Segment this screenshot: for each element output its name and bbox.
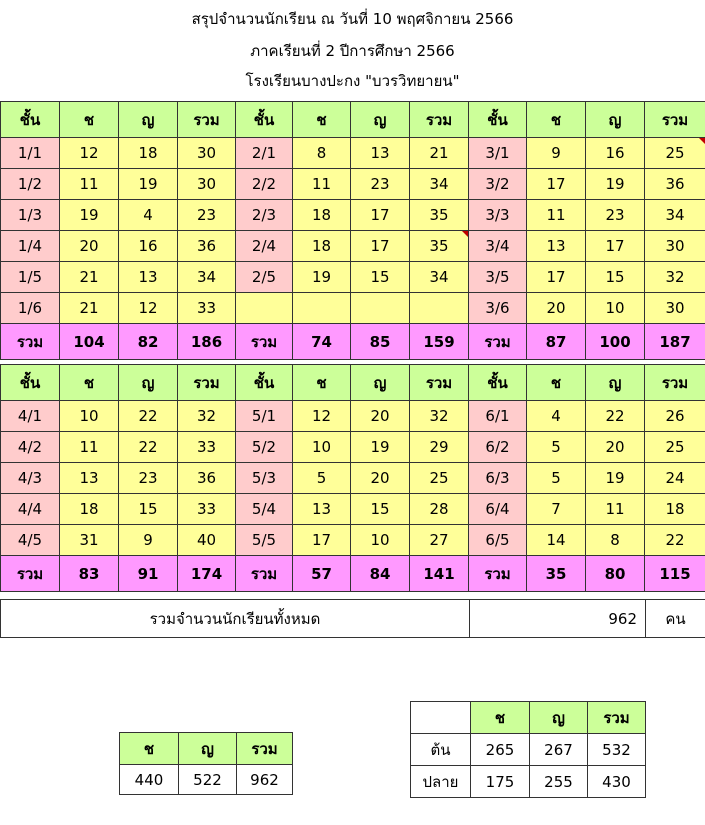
count-cell: 20	[351, 463, 410, 494]
count-cell: 18	[645, 494, 705, 525]
column-header: ญ	[119, 102, 178, 138]
table-row	[1, 138, 705, 169]
count-cell	[410, 293, 469, 324]
count-cell: 17	[351, 200, 410, 231]
count-cell: 5	[527, 432, 586, 463]
column-header: ญ	[351, 102, 410, 138]
column-header: ชั้น	[469, 102, 527, 138]
enrollment-table-grades-1-3	[0, 101, 705, 360]
count-cell: 32	[178, 401, 236, 432]
table-row	[1, 463, 705, 494]
total-cell: รวม	[1, 556, 60, 592]
total-cell: 85	[351, 324, 410, 360]
class-cell: 2/3	[236, 200, 293, 231]
count-cell: 7	[527, 494, 586, 525]
count-cell: 22	[586, 401, 645, 432]
table-row	[1, 494, 705, 525]
total-cell: 74	[293, 324, 351, 360]
summary-header-total: รวม	[237, 733, 293, 765]
column-header: ช	[527, 365, 586, 401]
count-cell: 31	[60, 525, 119, 556]
class-cell: 1/1	[1, 138, 60, 169]
count-cell: 19	[119, 169, 178, 200]
column-header: ช	[293, 365, 351, 401]
level-lower-female: 267	[530, 734, 588, 766]
class-cell: 1/3	[1, 200, 60, 231]
enrollment-table-grades-4-6	[0, 364, 705, 592]
count-cell: 9	[119, 525, 178, 556]
class-cell: 3/3	[469, 200, 527, 231]
count-cell: 10	[60, 401, 119, 432]
class-cell: 2/1	[236, 138, 293, 169]
class-cell	[236, 293, 293, 324]
class-cell: 5/4	[236, 494, 293, 525]
column-header: ญ	[351, 365, 410, 401]
count-cell: 25	[645, 432, 705, 463]
count-cell: 10	[293, 432, 351, 463]
class-cell: 6/4	[469, 494, 527, 525]
table-row	[1, 432, 705, 463]
count-cell: 21	[410, 138, 469, 169]
count-cell: 18	[293, 200, 351, 231]
grand-total-value: 962	[470, 600, 646, 638]
class-cell: 1/4	[1, 231, 60, 262]
count-cell: 30	[645, 293, 705, 324]
column-header: ชั้น	[469, 365, 527, 401]
class-cell: 6/3	[469, 463, 527, 494]
count-cell: 22	[119, 432, 178, 463]
count-cell: 4	[119, 200, 178, 231]
class-cell: 3/2	[469, 169, 527, 200]
class-cell: 3/1	[469, 138, 527, 169]
count-cell: 17	[351, 231, 410, 262]
total-cell: รวม	[236, 324, 293, 360]
count-cell: 35	[410, 200, 469, 231]
grand-total-unit: คน	[646, 600, 705, 638]
class-cell: 2/4	[236, 231, 293, 262]
count-cell: 11	[60, 432, 119, 463]
class-cell: 6/1	[469, 401, 527, 432]
class-cell: 3/6	[469, 293, 527, 324]
level-summary-corner	[411, 702, 471, 734]
header-row	[1, 365, 705, 401]
total-cell: 84	[351, 556, 410, 592]
count-cell: 19	[586, 463, 645, 494]
report-school: โรงเรียนบางปะกง "บวรวิทยายน"	[245, 72, 460, 90]
count-cell: 23	[586, 200, 645, 231]
count-cell: 19	[586, 169, 645, 200]
count-cell: 28	[410, 494, 469, 525]
table-row	[1, 525, 705, 556]
count-cell: 22	[645, 525, 705, 556]
count-cell: 21	[60, 262, 119, 293]
count-cell: 11	[60, 169, 119, 200]
total-cell: 141	[410, 556, 469, 592]
grand-total-table	[0, 599, 705, 638]
count-cell: 35	[410, 231, 469, 262]
count-cell: 20	[60, 231, 119, 262]
column-header: รวม	[645, 102, 705, 138]
column-header: ช	[60, 102, 119, 138]
count-cell: 11	[586, 494, 645, 525]
count-cell: 18	[119, 138, 178, 169]
count-cell: 11	[293, 169, 351, 200]
count-cell: 13	[351, 138, 410, 169]
count-cell: 17	[586, 231, 645, 262]
count-cell: 17	[527, 262, 586, 293]
count-cell: 27	[410, 525, 469, 556]
total-cell: รวม	[1, 324, 60, 360]
count-cell: 12	[293, 401, 351, 432]
count-cell: 14	[527, 525, 586, 556]
class-cell: 2/2	[236, 169, 293, 200]
total-row	[1, 556, 705, 592]
count-cell: 13	[60, 463, 119, 494]
total-cell: 80	[586, 556, 645, 592]
level-header-male: ช	[471, 702, 530, 734]
total-cell: รวม	[469, 556, 527, 592]
total-cell: 174	[178, 556, 236, 592]
count-cell: 8	[586, 525, 645, 556]
count-cell: 16	[586, 138, 645, 169]
class-cell: 5/2	[236, 432, 293, 463]
table-row	[1, 169, 705, 200]
count-cell: 13	[119, 262, 178, 293]
table-row	[1, 231, 705, 262]
column-header: รวม	[410, 365, 469, 401]
class-cell: 5/1	[236, 401, 293, 432]
count-cell: 30	[178, 138, 236, 169]
count-cell: 23	[119, 463, 178, 494]
column-header: ช	[527, 102, 586, 138]
level-upper-male: 175	[471, 766, 530, 798]
count-cell: 12	[60, 138, 119, 169]
count-cell: 32	[645, 262, 705, 293]
total-cell: 186	[178, 324, 236, 360]
count-cell: 30	[645, 231, 705, 262]
class-cell: 5/5	[236, 525, 293, 556]
total-cell: 187	[645, 324, 705, 360]
count-cell: 8	[293, 138, 351, 169]
count-cell: 11	[527, 200, 586, 231]
class-cell: 1/6	[1, 293, 60, 324]
count-cell: 34	[410, 169, 469, 200]
summary-total-table	[119, 732, 293, 795]
count-cell: 33	[178, 432, 236, 463]
column-header: ชั้น	[236, 102, 293, 138]
level-upper-total: 430	[588, 766, 646, 798]
class-cell: 2/5	[236, 262, 293, 293]
count-cell: 13	[293, 494, 351, 525]
level-lower-male: 265	[471, 734, 530, 766]
class-cell: 3/4	[469, 231, 527, 262]
summary-value-total: 962	[237, 765, 293, 795]
count-cell: 5	[293, 463, 351, 494]
count-cell: 10	[351, 525, 410, 556]
count-cell: 34	[410, 262, 469, 293]
class-cell: 4/3	[1, 463, 60, 494]
count-cell: 25	[410, 463, 469, 494]
count-cell: 23	[351, 169, 410, 200]
count-cell: 9	[527, 138, 586, 169]
count-cell: 29	[410, 432, 469, 463]
column-header: ญ	[586, 102, 645, 138]
table-row	[1, 293, 705, 324]
count-cell: 15	[351, 262, 410, 293]
total-row	[1, 324, 705, 360]
column-header: ญ	[119, 365, 178, 401]
count-cell: 34	[178, 262, 236, 293]
total-cell: รวม	[236, 556, 293, 592]
class-cell: 6/2	[469, 432, 527, 463]
total-cell: 115	[645, 556, 705, 592]
count-cell: 4	[527, 401, 586, 432]
class-cell: 1/2	[1, 169, 60, 200]
column-header: รวม	[178, 102, 236, 138]
column-header: ญ	[586, 365, 645, 401]
total-cell: 100	[586, 324, 645, 360]
count-cell: 33	[178, 293, 236, 324]
count-cell: 19	[293, 262, 351, 293]
total-cell: 57	[293, 556, 351, 592]
column-header: รวม	[410, 102, 469, 138]
total-cell: รวม	[469, 324, 527, 360]
count-cell: 15	[586, 262, 645, 293]
total-cell: 82	[119, 324, 178, 360]
level-header-female: ญ	[530, 702, 588, 734]
count-cell: 21	[60, 293, 119, 324]
count-cell: 18	[60, 494, 119, 525]
column-header: ชั้น	[236, 365, 293, 401]
count-cell: 18	[293, 231, 351, 262]
total-cell: 35	[527, 556, 586, 592]
total-cell: 83	[60, 556, 119, 592]
total-cell: 104	[60, 324, 119, 360]
level-lower-total: 532	[588, 734, 646, 766]
count-cell: 16	[119, 231, 178, 262]
level-label-upper: ปลาย	[411, 766, 471, 798]
level-upper-female: 255	[530, 766, 588, 798]
count-cell: 13	[527, 231, 586, 262]
count-cell: 12	[119, 293, 178, 324]
column-header: รวม	[645, 365, 705, 401]
count-cell: 33	[178, 494, 236, 525]
total-cell: 87	[527, 324, 586, 360]
report-semester: ภาคเรียนที่ 2 ปีการศึกษา 2566	[250, 42, 455, 60]
count-cell: 30	[178, 169, 236, 200]
count-cell: 36	[178, 463, 236, 494]
class-cell: 1/5	[1, 262, 60, 293]
count-cell: 20	[586, 432, 645, 463]
count-cell: 26	[645, 401, 705, 432]
class-cell: 4/2	[1, 432, 60, 463]
count-cell: 40	[178, 525, 236, 556]
class-cell: 4/4	[1, 494, 60, 525]
table-row	[1, 200, 705, 231]
count-cell: 36	[178, 231, 236, 262]
level-summary-table	[410, 701, 646, 798]
summary-header-female: ญ	[179, 733, 237, 765]
column-header: รวม	[178, 365, 236, 401]
count-cell: 20	[527, 293, 586, 324]
count-cell: 22	[119, 401, 178, 432]
table-row	[1, 401, 705, 432]
column-header: ช	[60, 365, 119, 401]
class-cell: 5/3	[236, 463, 293, 494]
summary-value-male: 440	[120, 765, 179, 795]
count-cell	[293, 293, 351, 324]
table-row	[1, 262, 705, 293]
count-cell: 15	[119, 494, 178, 525]
header-row	[1, 102, 705, 138]
count-cell: 19	[60, 200, 119, 231]
count-cell	[351, 293, 410, 324]
column-header: ชั้น	[1, 365, 60, 401]
count-cell: 25	[645, 138, 705, 169]
level-header-total: รวม	[588, 702, 646, 734]
column-header: ช	[293, 102, 351, 138]
count-cell: 17	[293, 525, 351, 556]
count-cell: 20	[351, 401, 410, 432]
count-cell: 19	[351, 432, 410, 463]
class-cell: 3/5	[469, 262, 527, 293]
count-cell: 36	[645, 169, 705, 200]
count-cell: 17	[527, 169, 586, 200]
column-header: ชั้น	[1, 102, 60, 138]
class-cell: 4/1	[1, 401, 60, 432]
summary-value-female: 522	[179, 765, 237, 795]
class-cell: 4/5	[1, 525, 60, 556]
count-cell: 34	[645, 200, 705, 231]
count-cell: 32	[410, 401, 469, 432]
level-label-lower: ต้น	[411, 734, 471, 766]
count-cell: 5	[527, 463, 586, 494]
total-cell: 159	[410, 324, 469, 360]
class-cell: 6/5	[469, 525, 527, 556]
count-cell: 10	[586, 293, 645, 324]
grand-total-label: รวมจำนวนนักเรียนทั้งหมด	[1, 600, 470, 638]
report-title: สรุปจำนวนนักเรียน ณ วันที่ 10 พฤศจิกายน 2566	[191, 10, 514, 28]
count-cell: 15	[351, 494, 410, 525]
summary-header-male: ช	[120, 733, 179, 765]
total-cell: 91	[119, 556, 178, 592]
count-cell: 24	[645, 463, 705, 494]
count-cell: 23	[178, 200, 236, 231]
